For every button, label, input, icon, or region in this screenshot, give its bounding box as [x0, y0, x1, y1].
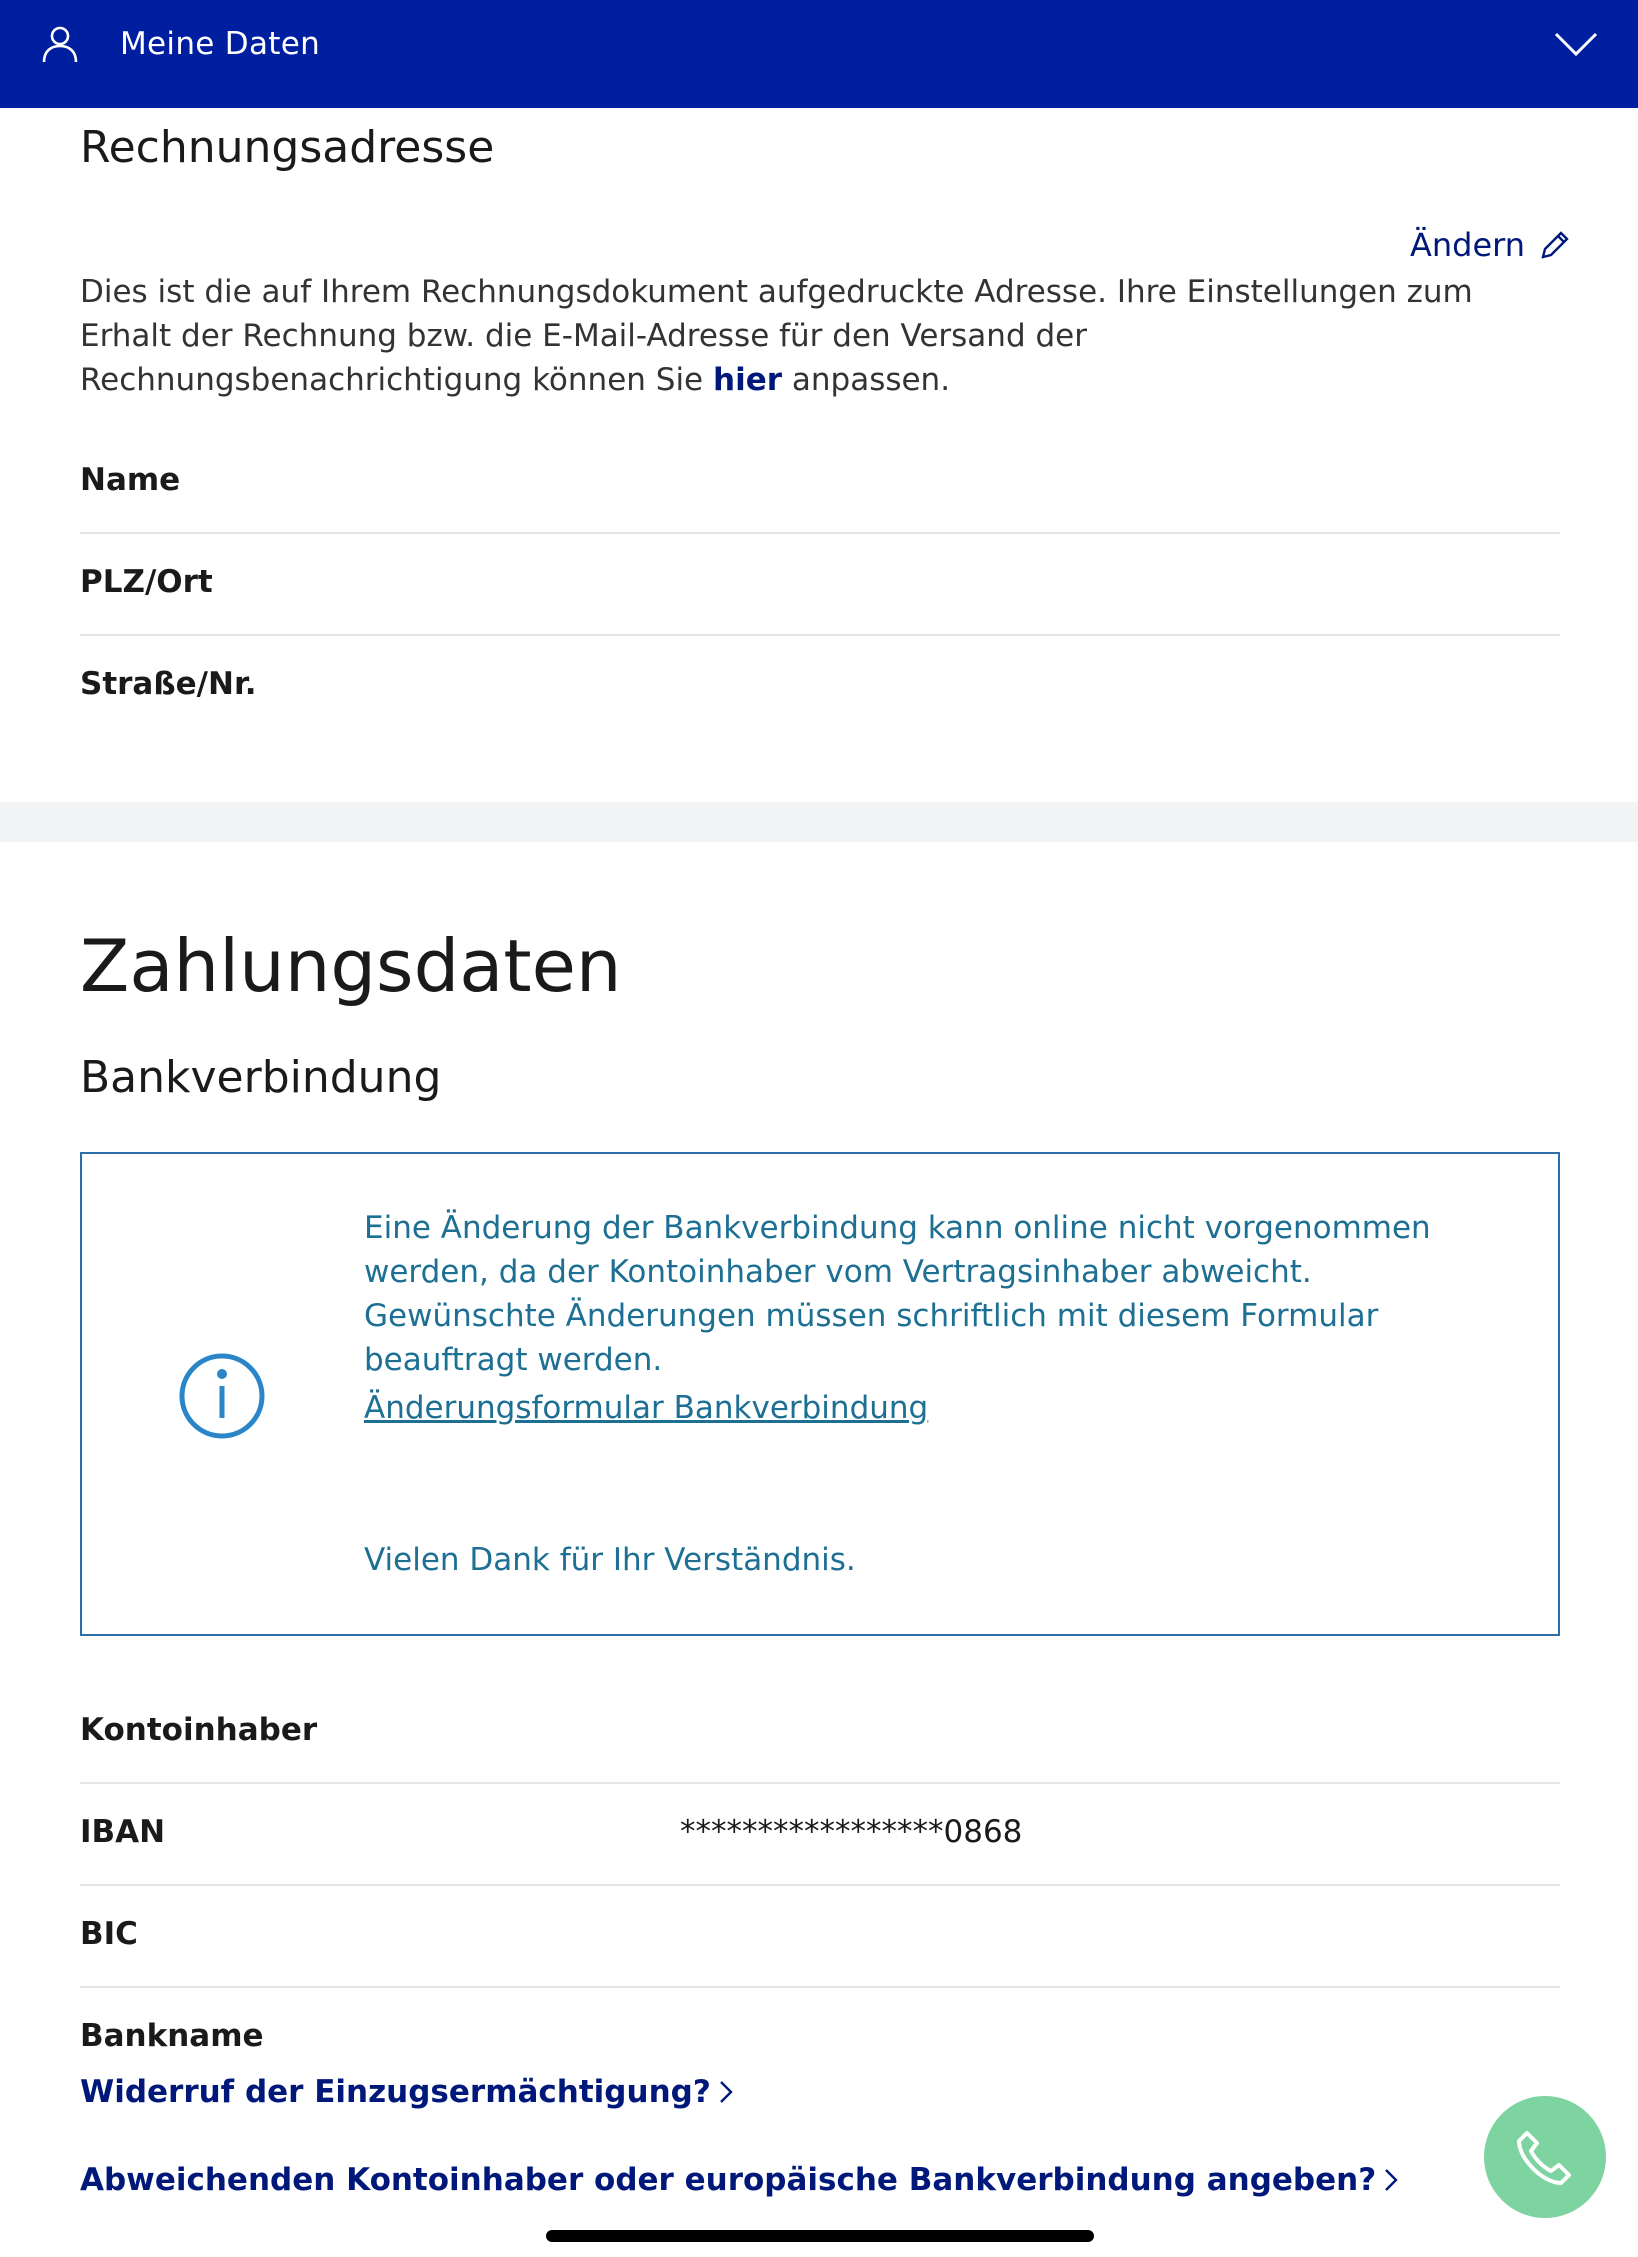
field-row-kontoinhaber	[80, 1682, 1560, 1784]
revoke-mandate-label: Widerruf der Einzugsermächtigung?	[80, 2074, 711, 2110]
field-label: PLZ/Ort	[80, 564, 213, 600]
field-row-bic	[80, 1886, 1560, 1988]
page-title: Meine Daten	[120, 26, 321, 62]
iban-value: *****************0868	[680, 1814, 1023, 1850]
field-row-plz-ort	[80, 534, 1560, 636]
billing-address-title: Rechnungsadresse	[80, 122, 495, 173]
top-bar	[0, 0, 1638, 108]
edit-label: Ändern	[1410, 226, 1526, 264]
chevron-down-icon[interactable]	[1552, 26, 1600, 62]
field-label: BIC	[80, 1916, 138, 1952]
field-label: Straße/Nr.	[80, 666, 257, 702]
field-label: IBAN	[80, 1814, 166, 1850]
billing-description-text: Dies ist die auf Ihrem Rechnungsdokument aufgedruckte Adresse. Ihre Einstellungen zum Erhalt der Rechnung bzw. die E-Mail-Adresse für den Versand der Rechnungsbenachrichtigung können Sie	[80, 274, 1473, 398]
alt-account-label: Abweichenden Kontoinhaber oder europäische Bankverbindung angeben?	[80, 2162, 1377, 2198]
field-row-name	[80, 432, 1560, 534]
chevron-right-icon	[1382, 2166, 1400, 2194]
info-icon	[176, 1350, 268, 1442]
info-box	[80, 1152, 1560, 1636]
section-divider	[0, 802, 1638, 842]
edit-address-button[interactable]	[1410, 226, 1573, 264]
change-form-link[interactable]: Änderungsformular Bankverbindung	[364, 1390, 929, 1426]
info-line-1: Eine Änderung der Bankverbindung kann online nicht vorgenommen werden, da der Kontoinhaber vom Vertragsinhaber abweicht.	[364, 1210, 1431, 1290]
field-label: Kontoinhaber	[80, 1712, 318, 1748]
chevron-right-icon	[717, 2078, 735, 2106]
billing-description-text-end: anpassen.	[782, 362, 951, 398]
payment-title: Zahlungsdaten	[80, 924, 622, 1008]
field-label: Bankname	[80, 2018, 264, 2054]
call-button[interactable]	[1484, 2096, 1606, 2218]
settings-link[interactable]: hier	[713, 362, 783, 398]
billing-description	[80, 270, 1500, 402]
user-icon[interactable]	[40, 24, 80, 64]
revoke-mandate-link[interactable]	[80, 2074, 735, 2110]
phone-icon	[1513, 2125, 1577, 2189]
field-row-bankname	[80, 1988, 1560, 2054]
alt-account-link[interactable]	[80, 2162, 1400, 2198]
info-thanks: Vielen Dank für Ihr Verständnis.	[364, 1542, 856, 1578]
bank-connection-title: Bankverbindung	[80, 1052, 442, 1103]
home-indicator	[546, 2230, 1094, 2242]
info-line-2: Gewünschte Änderungen müssen schriftlich mit diesem Formular beauftragt werden.	[364, 1298, 1379, 1378]
info-message	[364, 1206, 1494, 1382]
pencil-icon	[1537, 227, 1573, 263]
field-row-iban	[80, 1784, 1560, 1886]
field-label: Name	[80, 462, 181, 498]
field-row-strasse	[80, 636, 1560, 738]
